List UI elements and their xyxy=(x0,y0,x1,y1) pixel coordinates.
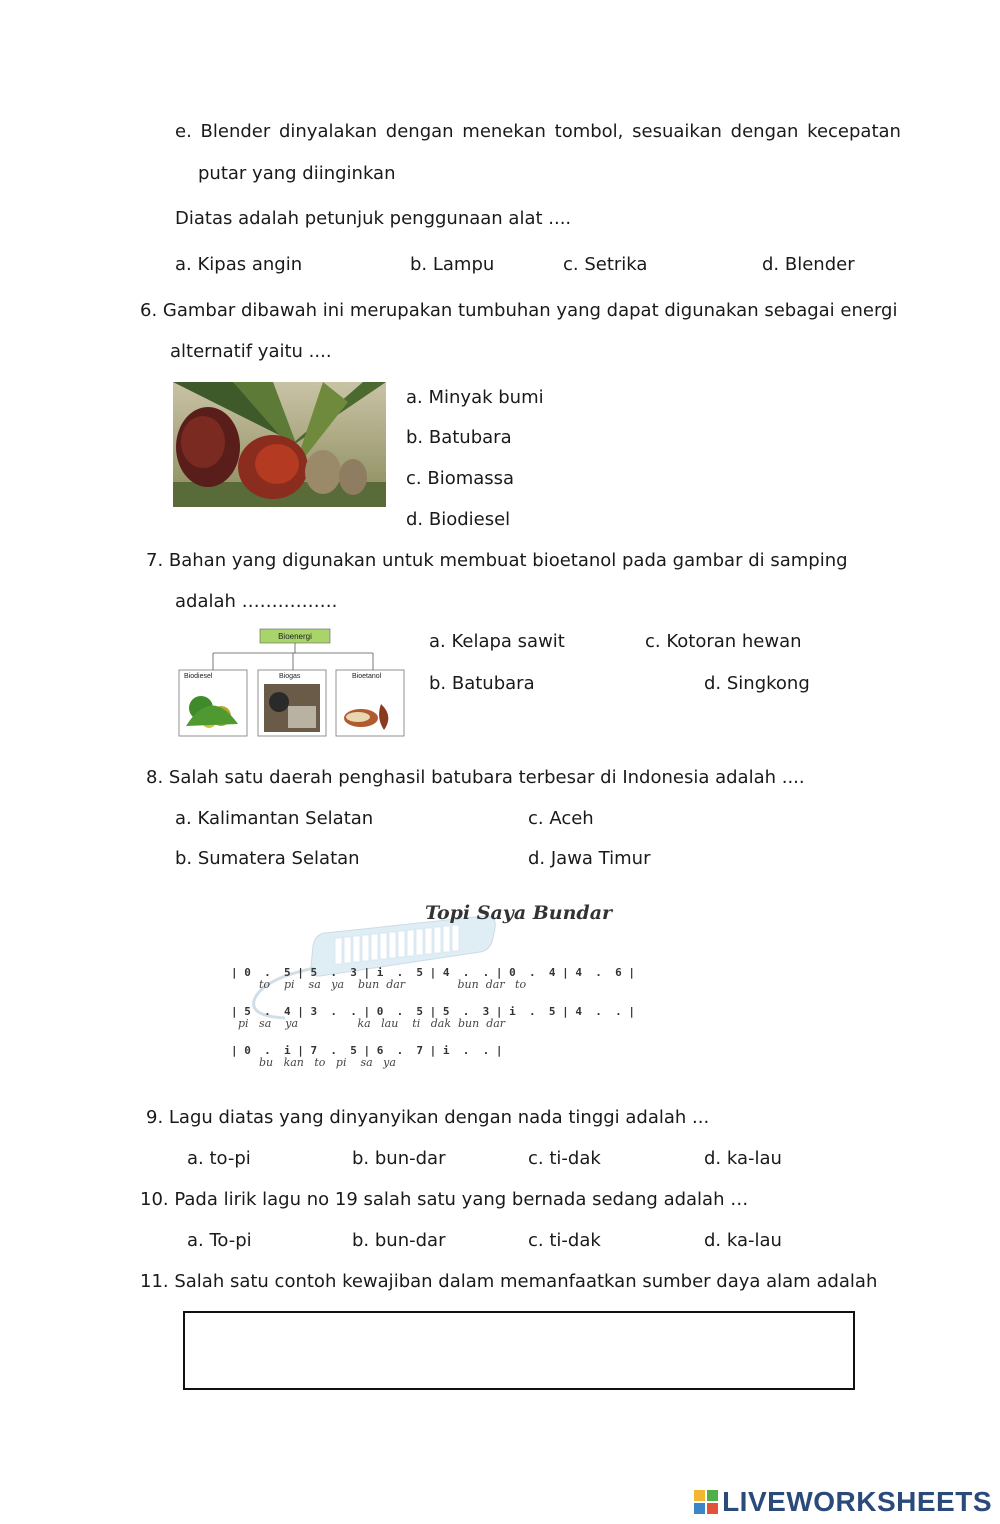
q10-option-c[interactable]: c. ti-dak xyxy=(528,1230,601,1251)
song-title: Topi Saya Bundar xyxy=(425,902,613,924)
q8-option-c[interactable]: c. Aceh xyxy=(528,808,594,829)
q9-option-c[interactable]: c. ti-dak xyxy=(528,1148,601,1169)
q11-answer-field[interactable] xyxy=(183,1311,855,1390)
q10-stem: 10. Pada lirik lagu no 19 salah satu yang bernada sedang adalah … xyxy=(140,1189,749,1210)
palm-oil-image xyxy=(173,382,386,507)
song-notes-row1: | 0 . 5 | 5 . 3 | i . 5 | 4 . . | 0 . 4 | 4 . 6 | xyxy=(231,966,635,979)
bioenergy-diagram xyxy=(176,626,408,738)
song-lyrics-row1: to pi sa ya bun dar bun dar to xyxy=(231,978,527,991)
diagram-child-biodiesel: Biodiesel xyxy=(184,673,213,680)
liveworksheets-icon xyxy=(694,1490,718,1514)
q11-stem: 11. Salah satu contoh kewajiban dalam memanfaatkan sumber daya alam adalah xyxy=(140,1271,878,1292)
q7-option-d[interactable]: d. Singkong xyxy=(704,673,810,694)
q9-stem: 9. Lagu diatas yang dinyanyikan dengan nada tinggi adalah ... xyxy=(146,1107,710,1128)
q5-item-e-line2: putar yang diinginkan xyxy=(198,163,396,184)
liveworksheets-logo[interactable] xyxy=(694,1486,992,1518)
song-lyrics-row2: pi sa ya ka lau ti dak bun dar xyxy=(231,1017,506,1030)
song-notation-image xyxy=(225,898,780,1078)
q8-option-b[interactable]: b. Sumatera Selatan xyxy=(175,848,360,869)
q6-option-d[interactable]: d. Biodiesel xyxy=(406,509,511,530)
q8-option-a[interactable]: a. Kalimantan Selatan xyxy=(175,808,374,829)
q6-option-a[interactable]: a. Minyak bumi xyxy=(406,387,544,408)
song-lyrics-row3: bu kan to pi sa ya xyxy=(231,1056,396,1069)
q7-stem-line2: adalah ……………. xyxy=(175,591,338,612)
diagram-root-label: Bioenergi xyxy=(278,632,312,641)
q8-option-d[interactable]: d. Jawa Timur xyxy=(528,848,651,869)
q5-option-a[interactable]: a. Kipas angin xyxy=(175,254,303,275)
q6-stem-line2: alternatif yaitu .... xyxy=(170,341,332,362)
q9-option-a[interactable]: a. to-pi xyxy=(187,1148,251,1169)
q9-option-b[interactable]: b. bun-dar xyxy=(352,1148,446,1169)
q5-option-b[interactable]: b. Lampu xyxy=(410,254,495,275)
q10-option-d[interactable]: d. ka-lau xyxy=(704,1230,782,1251)
song-notes-row3: | 0 . i | 7 . 5 | 6 . 7 | i . . | xyxy=(231,1044,503,1057)
song-notes-row2: | 5 . 4 | 3 . . | 0 . 5 | 5 . 3 | i . 5 | 4 . . | xyxy=(231,1005,635,1018)
q5-option-d[interactable]: d. Blender xyxy=(762,254,855,275)
q5-item-e-line1: e. Blender dinyalakan dengan menekan tombol, sesuaikan dengan kecepatan xyxy=(175,121,901,142)
q5-option-c[interactable]: c. Setrika xyxy=(563,254,648,275)
diagram-child-biogas: Biogas xyxy=(279,673,301,680)
q6-option-b[interactable]: b. Batubara xyxy=(406,427,512,448)
q7-option-a[interactable]: a. Kelapa sawit xyxy=(429,631,565,652)
q10-option-b[interactable]: b. bun-dar xyxy=(352,1230,446,1251)
q9-option-d[interactable]: d. ka-lau xyxy=(704,1148,782,1169)
q7-stem-line1: 7. Bahan yang digunakan untuk membuat bioetanol pada gambar di samping xyxy=(146,550,848,571)
q5-stem: Diatas adalah petunjuk penggunaan alat .... xyxy=(175,208,572,229)
liveworksheets-brand: LIVEWORKSHEETS xyxy=(722,1486,992,1517)
q7-option-c[interactable]: c. Kotoran hewan xyxy=(645,631,802,652)
q6-stem-line1: 6. Gambar dibawah ini merupakan tumbuhan yang dapat digunakan sebagai energi xyxy=(140,300,898,321)
q6-option-c[interactable]: c. Biomassa xyxy=(406,468,515,489)
q7-option-b[interactable]: b. Batubara xyxy=(429,673,535,694)
q10-option-a[interactable]: a. To-pi xyxy=(187,1230,252,1251)
diagram-child-bioetanol: Bioetanol xyxy=(352,673,382,680)
q8-stem: 8. Salah satu daerah penghasil batubara terbesar di Indonesia adalah .... xyxy=(146,767,805,788)
